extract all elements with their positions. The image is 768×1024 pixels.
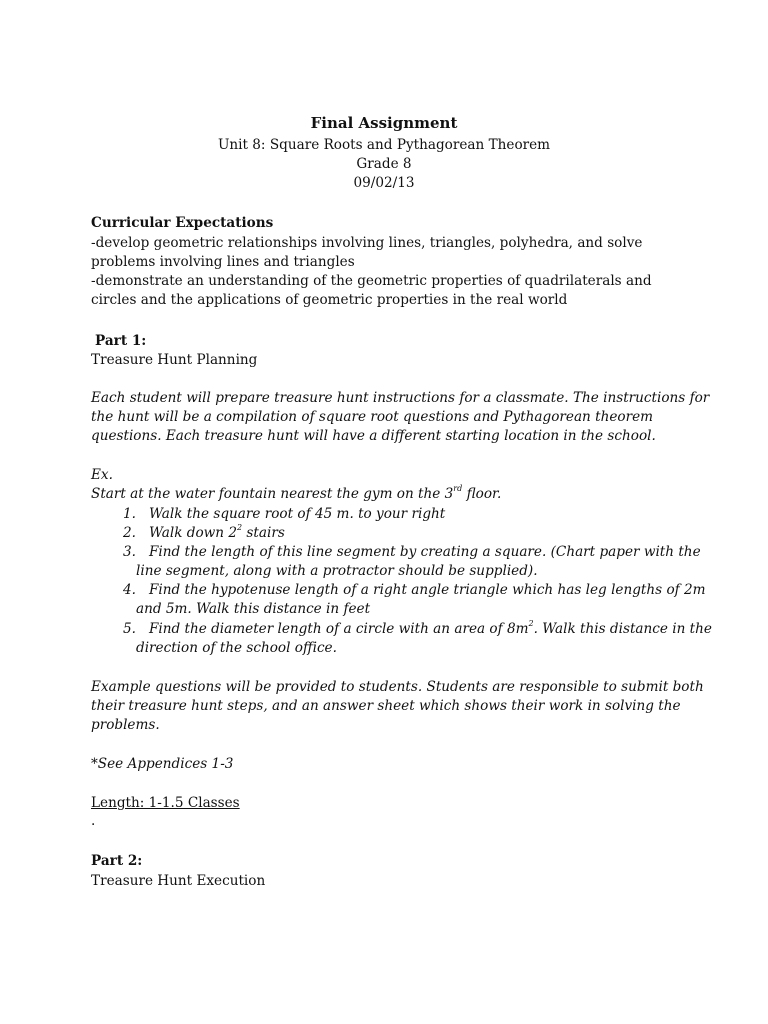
step-continuation: direction of the school office. — [136, 640, 337, 656]
step-number: 4. — [123, 582, 136, 598]
step-number: 3. — [123, 544, 136, 560]
unit-subtitle: Unit 8: Square Roots and Pythagorean Theorem — [217, 137, 551, 153]
length-line: Length: 1-1.5 Classes — [91, 795, 240, 811]
step-item — [91, 581, 706, 600]
appendix-reference: *See Appendices 1-3 — [91, 756, 234, 772]
step-number: 5. — [123, 621, 136, 637]
example-start-line — [91, 485, 691, 504]
example-note-line: problems. — [91, 717, 160, 733]
start-superscript: rd — [453, 484, 463, 494]
date-line: 09/02/13 — [353, 175, 415, 191]
part2-subtitle: Treasure Hunt Execution — [91, 873, 266, 889]
step-text: Walk down 2 — [148, 525, 238, 541]
step-number: 1. — [123, 506, 136, 522]
step-text: Walk the square root of 45 m. to your right — [148, 506, 446, 522]
step-item — [91, 620, 712, 639]
start-text: Start at the water fountain nearest the gym on the 3 — [91, 486, 454, 502]
expectation-line: circles and the applications of geometric properties in the real world — [91, 292, 568, 308]
expectations-heading: Curricular Expectations — [91, 215, 274, 231]
step-text-end: . Walk this distance in the — [533, 621, 712, 637]
step-item — [91, 524, 285, 543]
example-label: Ex. — [91, 467, 113, 483]
step-item — [91, 543, 701, 562]
stray-dot: . — [91, 813, 96, 829]
example-note-line: Example questions will be provided to students. Students are responsible to submit both — [91, 679, 704, 695]
grade-line: Grade 8 — [356, 156, 412, 172]
expectation-line: -demonstrate an understanding of the geometric properties of quadrilaterals and — [91, 273, 652, 289]
start-text-end: floor. — [462, 486, 502, 502]
example-note-line: their treasure hunt steps, and an answer sheet which shows their work in solving the — [91, 698, 681, 714]
part2-heading: Part 2: — [91, 853, 143, 869]
step-text: Find the hypotenuse length of a right angle triangle which has leg lengths of 2m — [148, 582, 706, 598]
step-continuation: and 5m. Walk this distance in feet — [136, 601, 371, 617]
step-continuation: line segment, along with a protractor should be supplied). — [136, 563, 538, 579]
step-superscript: 2 — [528, 619, 534, 629]
step-superscript: 2 — [237, 523, 243, 533]
expectation-line: problems involving lines and triangles — [91, 254, 355, 270]
expectation-line: -develop geometric relationships involving lines, triangles, polyhedra, and solve — [91, 235, 643, 251]
part1-description-line: Each student will prepare treasure hunt instructions for a classmate. The instructions for — [91, 390, 710, 406]
step-text-end: stairs — [242, 525, 285, 541]
part1-heading: Part 1: — [95, 333, 147, 349]
document-title: Final Assignment — [310, 114, 458, 132]
step-item — [91, 505, 445, 524]
step-text: Find the diameter length of a circle with an area of 8m — [148, 621, 529, 637]
part1-description-line: questions. Each treasure hunt will have a different starting location in the school. — [91, 428, 656, 444]
part1-subtitle: Treasure Hunt Planning — [91, 352, 258, 368]
part1-description-line: the hunt will be a compilation of square root questions and Pythagorean theorem — [91, 409, 654, 425]
step-text: Find the length of this line segment by creating a square. (Chart paper with the — [148, 544, 701, 560]
step-number: 2. — [123, 525, 136, 541]
